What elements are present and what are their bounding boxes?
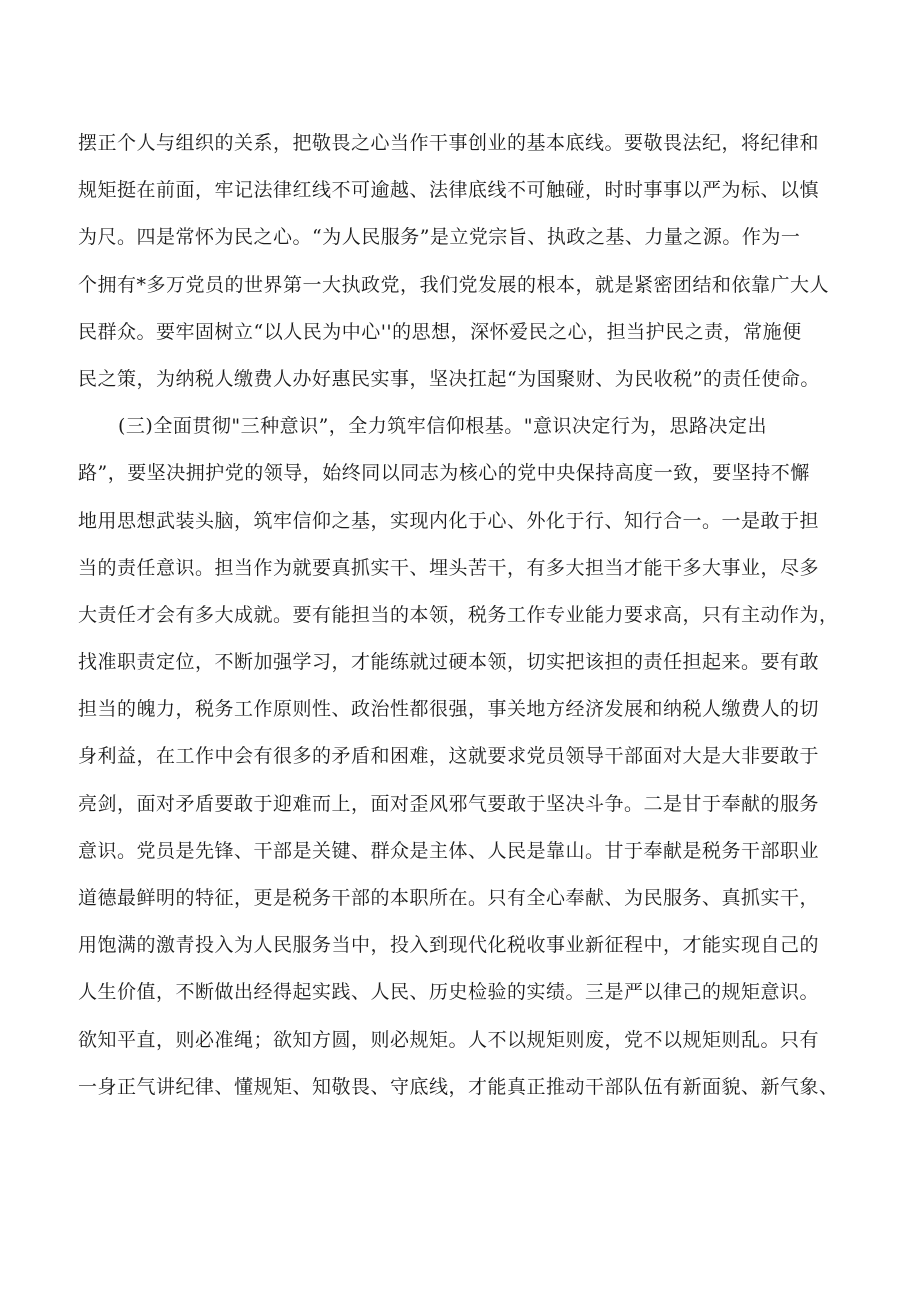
paragraph-1 (78, 120, 850, 403)
paragraph-line: 担当的魄力，税务工作原则性、政治性都很强，事关地方经济发展和纳税人缴费人的切 (78, 698, 820, 721)
paragraph-2 (78, 403, 850, 1111)
paragraph-line: 规矩挺在前面，牢记法律红线不可逾越、法律底线不可触碰，时时事事以严为标、以慎 (78, 179, 820, 202)
paragraph-line: 大责任才会有多大成就。要有能担当的本领，税务工作专业能力要求高，只有主动作为， (78, 603, 839, 626)
paragraph-line: 一身正气讲纪律、懂规矩、知敬畏、守底线，才能真正推动干部队伍有新面貌、新气象、 (78, 1075, 839, 1098)
paragraph-line: 意识。党员是先锋、干部是关键、群众是主体、人民是靠山。甘于奉献是税务干部职业 (78, 839, 820, 862)
paragraph-first-line: (三)全面贯彻"三种意识”，全力筑牢信仰根基。"意识决定行为，思路决定出 (118, 415, 768, 438)
paragraph-line: 用饱满的激青投入为人民服务当中，投入到现代化税收事业新征程中，才能实现自己的 (78, 934, 820, 957)
paragraph-line: 为尺。四是常怀为民之心。“为人民服务”是立党宗旨、执政之基、力量之源。作为一 (78, 226, 801, 249)
paragraph-line: 路”，要坚决拥护党的领导，始终同以同志为核心的党中央保持高度一致，要坚持不懈 (78, 462, 810, 485)
paragraph-line: 个拥有*多万党员的世界第一大执政党，我们党发展的根本，就是紧密团结和依靠广大人 (78, 273, 830, 296)
paragraph-line: 当的责任意识。担当作为就要真抓实干、埋头苦干，有多大担当才能干多大事业，尽多 (78, 556, 820, 579)
paragraph-line: 摆正个人与组织的关系，把敬畏之心当作干事创业的基本底线。要敬畏法纪，将纪律和 (78, 132, 820, 154)
paragraph-line: 地用思想武装头脑，筑牢信仰之基，实现内化于心、外化于行、知行合一。一是敢于担 (78, 509, 820, 532)
paragraph-line: 身利益，在工作中会有很多的矛盾和困难，这就要求党员领导干部面对大是大非要敢于 (78, 745, 820, 768)
paragraph-line: 道德最鲜明的特征，更是税务干部的本职所在。只有全心奉献、为民服务、真抓实干， (78, 887, 820, 909)
paragraph-line: 人生价值，不断做出经得起实践、人民、历史检验的实绩。三是严以律己的规矩意识。 (78, 981, 820, 1004)
paragraph-line: 欲知平直，则必准绳；欲知方圆，则必规矩。人不以规矩则废，党不以规矩则乱。只有 (78, 1028, 820, 1051)
paragraph-line: 民之策，为纳税人缴费人办好惠民实事，坚决扛起“为国聚财、为民收税”的责任使命。 (78, 367, 820, 390)
paragraph-line: 找准职责定位，不断加强学习，才能练就过硬本领，切实把该担的责任担起来。要有敢 (78, 651, 820, 674)
document-body (78, 120, 850, 1111)
paragraph-line: 民群众。要牢固树立“以人民为中心''的思想，深怀爱民之心，担当护民之责，常施便 (78, 320, 802, 343)
paragraph-line: 亮剑，面对矛盾要敢于迎难而上，面对歪风邪气要敢于坚决斗争。二是甘于奉献的服务 (78, 792, 820, 815)
